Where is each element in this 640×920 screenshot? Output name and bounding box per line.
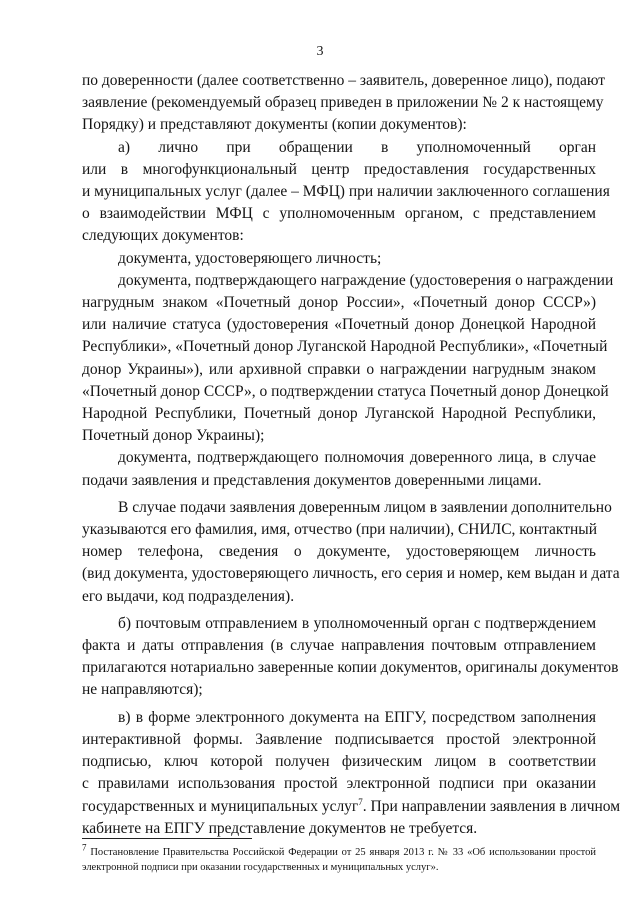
footnote-line [82, 842, 596, 860]
text-line: или наличие статуса (удостоверения «Почетный донор Донецкой Народной [82, 316, 596, 334]
page-number: 3 [316, 44, 324, 59]
text-line: факта и даты отправления (в случае направления почтовым отправлением [82, 637, 596, 655]
text-line: интерактивной формы. Заявление подписывается простой электронной [82, 730, 596, 748]
body-text [82, 70, 621, 840]
text-line: подписью, ключ которой получен физическим лицом в соответствии [82, 753, 596, 771]
text-line: (вид документа, удостоверяющего личность, его серия и номер, кем выдан и дата [82, 565, 620, 583]
text-line: Республики», «Почетный донор Луганской Народной Республики», «Почетный [82, 338, 608, 356]
text-line: кабинете на ЕПГУ представление документов не требуется. [82, 819, 478, 837]
text-line: его выдачи, код подразделения). [82, 587, 295, 605]
text-line: документа, подтверждающего полномочия доверенного лица, в случае [118, 449, 596, 467]
text-line: о взаимодействии МФЦ с уполномоченным органом, с представлением [82, 205, 596, 223]
paragraph-authority-document [82, 447, 596, 491]
footnote-separator [82, 838, 252, 839]
text-line: следующих документов: [82, 227, 244, 245]
paragraph-option-c [82, 707, 621, 840]
text-line: донор Украины»), или архивной справки о награждении нагрудным знаком [82, 360, 596, 378]
text-line: а) лично при обращении в уполномоченный орган [118, 138, 596, 156]
text-line: прилагаются нотариально заверенные копии документов, оригиналы документов [82, 659, 619, 677]
text-line: с правилами использования простой электронной подписи при оказании [82, 775, 596, 793]
footnote-line: электронной подписи при оказании государственных и муниципальных услуг». [82, 862, 439, 873]
text-line: В случае подачи заявления доверенным лицом в заявлении дополнительно [118, 498, 612, 516]
footnote-reference[interactable]: 7 [358, 796, 363, 807]
text-line: «Почетный донор СССР», о подтверждении статуса Почетный донор Донецкой [82, 382, 609, 400]
paragraph-intro [82, 70, 606, 137]
text-segment: . При направлении заявления в личном [362, 797, 621, 815]
text-line: заявление (рекомендуемый образец приведен в приложении № 2 к настоящему [82, 94, 604, 112]
text-line: нагрудным знаком «Почетный донор России», «Почетный донор СССР») [82, 294, 596, 312]
text-line: Порядку) и представляют документы (копии документов): [82, 116, 467, 134]
text-line: б) почтовым отправлением в уполномоченный орган с подтверждением [118, 614, 596, 632]
footnote [82, 842, 596, 875]
text-line-with-footnote-ref [82, 796, 621, 818]
text-line: и муниципальных услуг (далее – МФЦ) при наличии заключенного соглашения [82, 183, 610, 201]
text-line: номер телефона, сведения о документе, удостоверяющем личность [82, 543, 596, 561]
text-line: или в многофункциональный центр предоставления государственных [82, 160, 596, 178]
text-line: не направляются); [82, 681, 203, 699]
footnote-text: Постановление Правительства Российской Федерации от 25 января 2013 г. № 33 «Об использовании простой [86, 847, 596, 858]
text-line: документа, удостоверяющего личность; [118, 249, 382, 267]
paragraph-award-document [82, 270, 614, 448]
paragraph-option-a [82, 137, 610, 248]
text-line: Почетный донор Украины); [82, 427, 265, 445]
text-line: в) в форме электронного документа на ЕПГУ, посредством заполнения [118, 708, 596, 726]
footnote-marker: 7 [82, 842, 87, 853]
text-line: подачи заявления и представления документов доверенными лицами. [82, 471, 542, 489]
paragraph-identity-document [82, 248, 596, 270]
text-segment: государственных и муниципальных услуг [82, 797, 359, 815]
paragraph-option-b [82, 613, 619, 702]
text-line: Народной Республики, Почетный донор Луганской Народной Республики, [82, 405, 596, 423]
paragraph-proxy-details [82, 497, 620, 608]
text-line: по доверенности (далее соответственно – заявитель, доверенное лицо), подают [82, 72, 606, 89]
text-line: указываются его фамилия, имя, отчество (при наличии), СНИЛС, контактный [82, 521, 598, 539]
text-line: документа, подтверждающего награждение (удостоверения о награждении [118, 271, 614, 289]
